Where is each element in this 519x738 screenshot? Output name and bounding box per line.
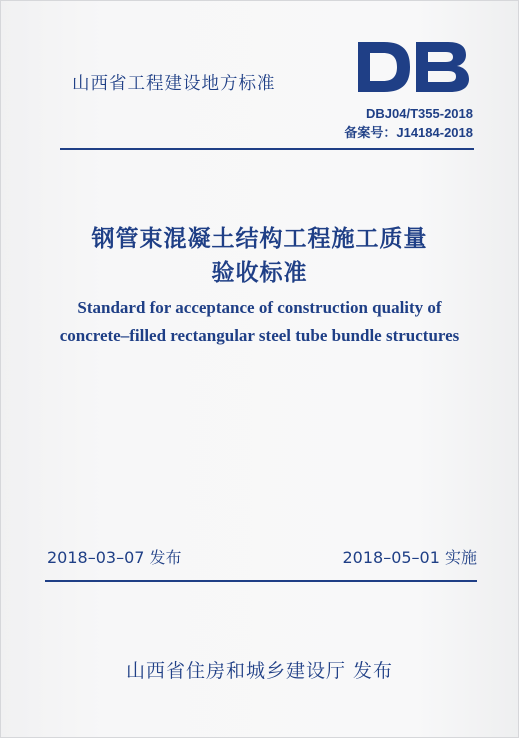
effective-date: 2018–05–01 实施 [342, 548, 477, 567]
record-number: 备案号：J14184-2018 [344, 125, 473, 140]
standard-code: DBJ04/T355-2018 [366, 106, 473, 121]
title-english [0, 294, 519, 350]
title-chinese-line2: 验收标准 [211, 260, 308, 286]
title-chinese [0, 222, 519, 290]
db-logo [354, 38, 472, 96]
title-english-line1: Standard for acceptance of construction quality of [77, 298, 442, 317]
title-english-line2: concrete–filled rectangular steel tube bundle structures [59, 326, 460, 345]
top-divider [60, 148, 474, 150]
publisher: 山西省住房和城乡建设厅 发布 [125, 660, 394, 682]
issue-date: 2018–03–07 发布 [47, 548, 182, 567]
issuer-heading: 山西省工程建设地方标准 [72, 74, 276, 94]
db-logo-text: DB [354, 38, 356, 39]
bottom-divider [45, 580, 477, 582]
date-row [47, 545, 477, 571]
standard-codes [344, 104, 473, 142]
title-chinese-line1: 钢管束混凝土结构工程施工质量 [91, 226, 428, 252]
